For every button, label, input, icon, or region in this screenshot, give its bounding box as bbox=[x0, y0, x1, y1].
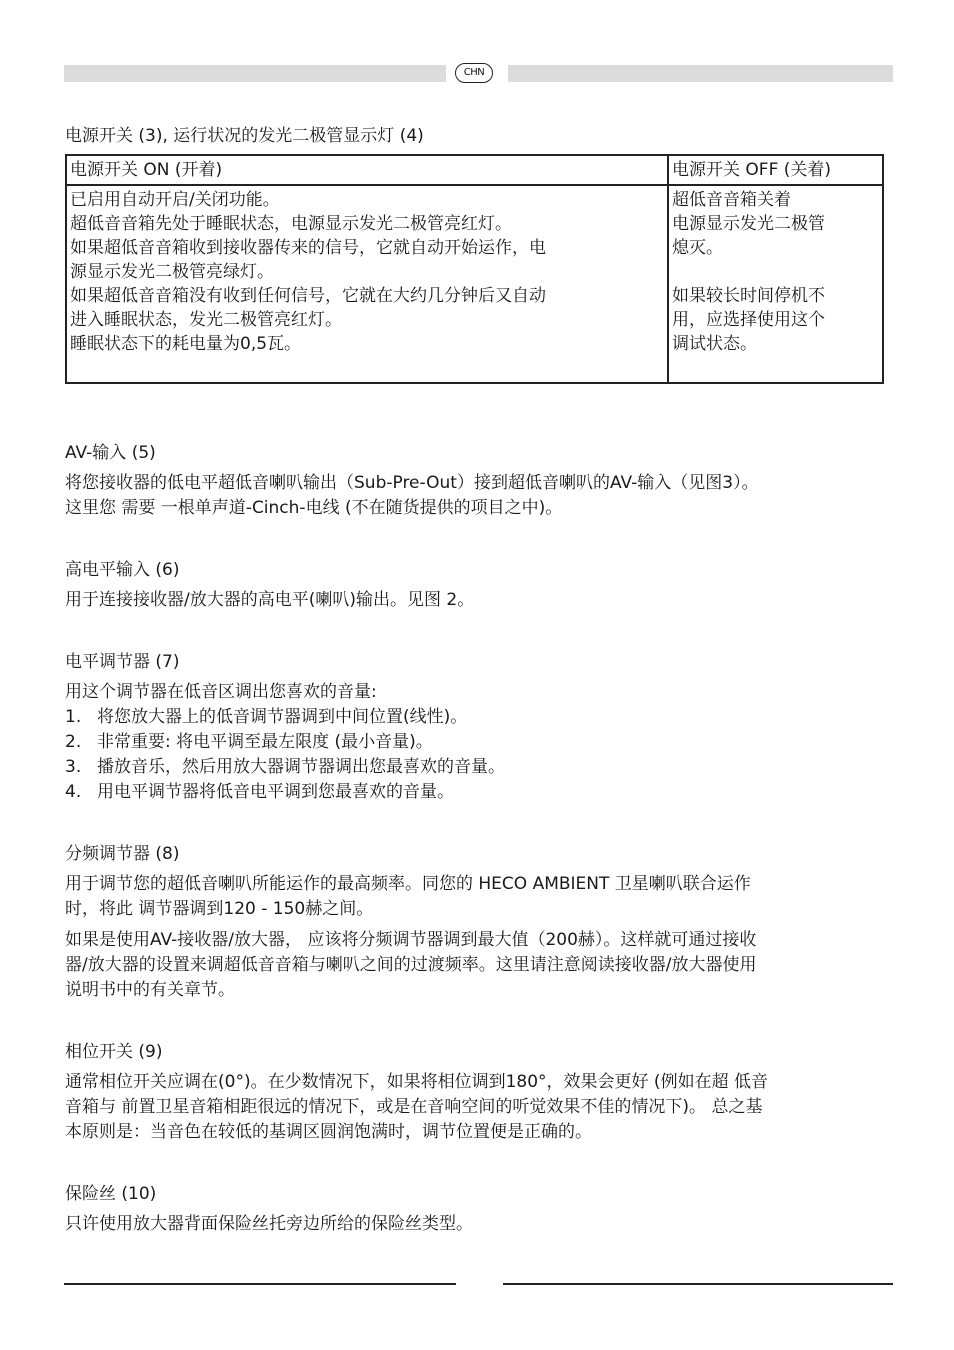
phase-switch-line: 本原则是：当音色在较低的基调区圆润饱满时，调节位置便是正确的。 bbox=[65, 1122, 592, 1142]
phase-switch-title: 相位开关 (9) bbox=[65, 1042, 163, 1062]
power-table bbox=[65, 154, 884, 384]
step-number: 2. bbox=[65, 732, 82, 752]
header-bar-right bbox=[508, 65, 893, 82]
crossover-para2-line: 器/放大器的设置来调超低音音箱与喇叭之间的过渡频率。这里请注意阅读接收器/放大器使用 bbox=[65, 955, 757, 975]
power-on-header: 电源开关 ON (开着) bbox=[66, 155, 668, 185]
power-on-line: 睡眠状态下的耗电量为0,5瓦。 bbox=[70, 334, 302, 354]
footer-rule-right bbox=[503, 1283, 893, 1285]
step-text: 将您放大器上的低音调节器调到中间位置(线性)。 bbox=[97, 707, 468, 727]
phase-switch-line: 通常相位开关应调在(0°)。在少数情况下，如果将相位调到180°，效果会更好 (例如在超 低音 bbox=[65, 1072, 768, 1092]
power-off-line: 超低音音箱关着 bbox=[672, 190, 791, 210]
power-on-line: 进入睡眠状态，发光二极管亮红灯。 bbox=[70, 310, 342, 330]
av-input-title: AV-输入 (5) bbox=[65, 443, 156, 463]
power-on-line: 超低音音箱先处于睡眠状态，电源显示发光二极管亮红灯。 bbox=[70, 214, 512, 234]
power-on-line: 如果超低音音箱收到接收器传来的信号，它就自动开始运作，电 bbox=[70, 238, 546, 258]
power-off-line: 电源显示发光二极管 bbox=[672, 214, 825, 234]
fuse-title: 保险丝 (10) bbox=[65, 1184, 157, 1204]
power-section-title: 电源开关 (3), 运行状况的发光二极管显示灯 (4) bbox=[65, 126, 424, 146]
crossover-para2-line: 如果是使用AV-接收器/放大器， 应该将分频调节器调到最大值（200赫）。这样就可通过接收 bbox=[65, 930, 757, 950]
high-level-input-text: 用于连接接收器/放大器的高电平(喇叭)输出。见图 2。 bbox=[65, 590, 475, 610]
power-on-cell bbox=[66, 185, 668, 383]
step-number: 4. bbox=[65, 782, 82, 802]
list-item bbox=[65, 705, 893, 730]
level-control-intro: 用这个调节器在低音区调出您喜欢的音量: bbox=[65, 682, 377, 702]
list-item bbox=[65, 730, 893, 755]
power-on-line: 如果超低音音箱没有收到任何信号，它就在大约几分钟后又自动 bbox=[70, 286, 546, 306]
power-off-cell bbox=[668, 185, 883, 383]
list-item bbox=[65, 780, 893, 805]
crossover-para1-line: 时，将此 调节器调到120 - 150赫之间。 bbox=[65, 899, 374, 919]
list-item bbox=[65, 755, 893, 780]
power-off-line: 熄灭。 bbox=[672, 238, 723, 258]
crossover-title: 分频调节器 (8) bbox=[65, 844, 180, 864]
phase-switch-line: 音箱与 前置卫星音箱相距很远的情况下，或是在音响空间的听觉效果不佳的情况下)。 总之基 bbox=[65, 1097, 763, 1117]
power-off-line: 用，应选择使用这个 bbox=[672, 310, 825, 330]
power-off-header: 电源开关 OFF (关着) bbox=[668, 155, 883, 185]
power-off-spacer bbox=[672, 260, 879, 284]
step-text: 用电平调节器将低音电平调到您最喜欢的音量。 bbox=[97, 782, 454, 802]
level-control-steps bbox=[65, 705, 893, 805]
av-input-line: 这里您 需要 一根单声道-Cinch-电线 (不在随货提供的项目之中)。 bbox=[65, 498, 563, 518]
power-off-line: 调试状态。 bbox=[672, 334, 757, 354]
crossover-para1-line: 用于调节您的超低音喇叭所能运作的最高频率。同您的 HECO AMBIENT 卫星喇叭联合运作 bbox=[65, 874, 751, 894]
power-on-line: 源显示发光二极管亮绿灯。 bbox=[70, 262, 274, 282]
page-content bbox=[65, 124, 893, 1237]
footer-rule-left bbox=[64, 1283, 456, 1285]
level-control-title: 电平调节器 (7) bbox=[65, 652, 180, 672]
power-on-line: 已启用自动开启/关闭功能。 bbox=[70, 190, 280, 210]
power-off-line: 如果较长时间停机不 bbox=[672, 286, 825, 306]
power-table-body-row bbox=[66, 185, 883, 383]
step-number: 1. bbox=[65, 707, 82, 727]
av-input-line: 将您接收器的低电平超低音喇叭输出（Sub-Pre-Out）接到超低音喇叭的AV-输入（见图3）。 bbox=[65, 473, 759, 493]
fuse-text: 只许使用放大器背面保险丝托旁边所给的保险丝类型。 bbox=[65, 1214, 473, 1234]
crossover-para2-line: 说明书中的有关章节。 bbox=[65, 980, 235, 1000]
power-table-header-row bbox=[66, 155, 883, 185]
step-text: 非常重要: 将电平调至最左限度 (最小音量)。 bbox=[97, 732, 433, 752]
high-level-input-title: 高电平输入 (6) bbox=[65, 560, 180, 580]
language-badge: CHN bbox=[455, 63, 493, 83]
step-number: 3. bbox=[65, 757, 82, 777]
step-text: 播放音乐，然后用放大器调节器调出您最喜欢的音量。 bbox=[97, 757, 505, 777]
header-bar-left bbox=[64, 65, 446, 82]
